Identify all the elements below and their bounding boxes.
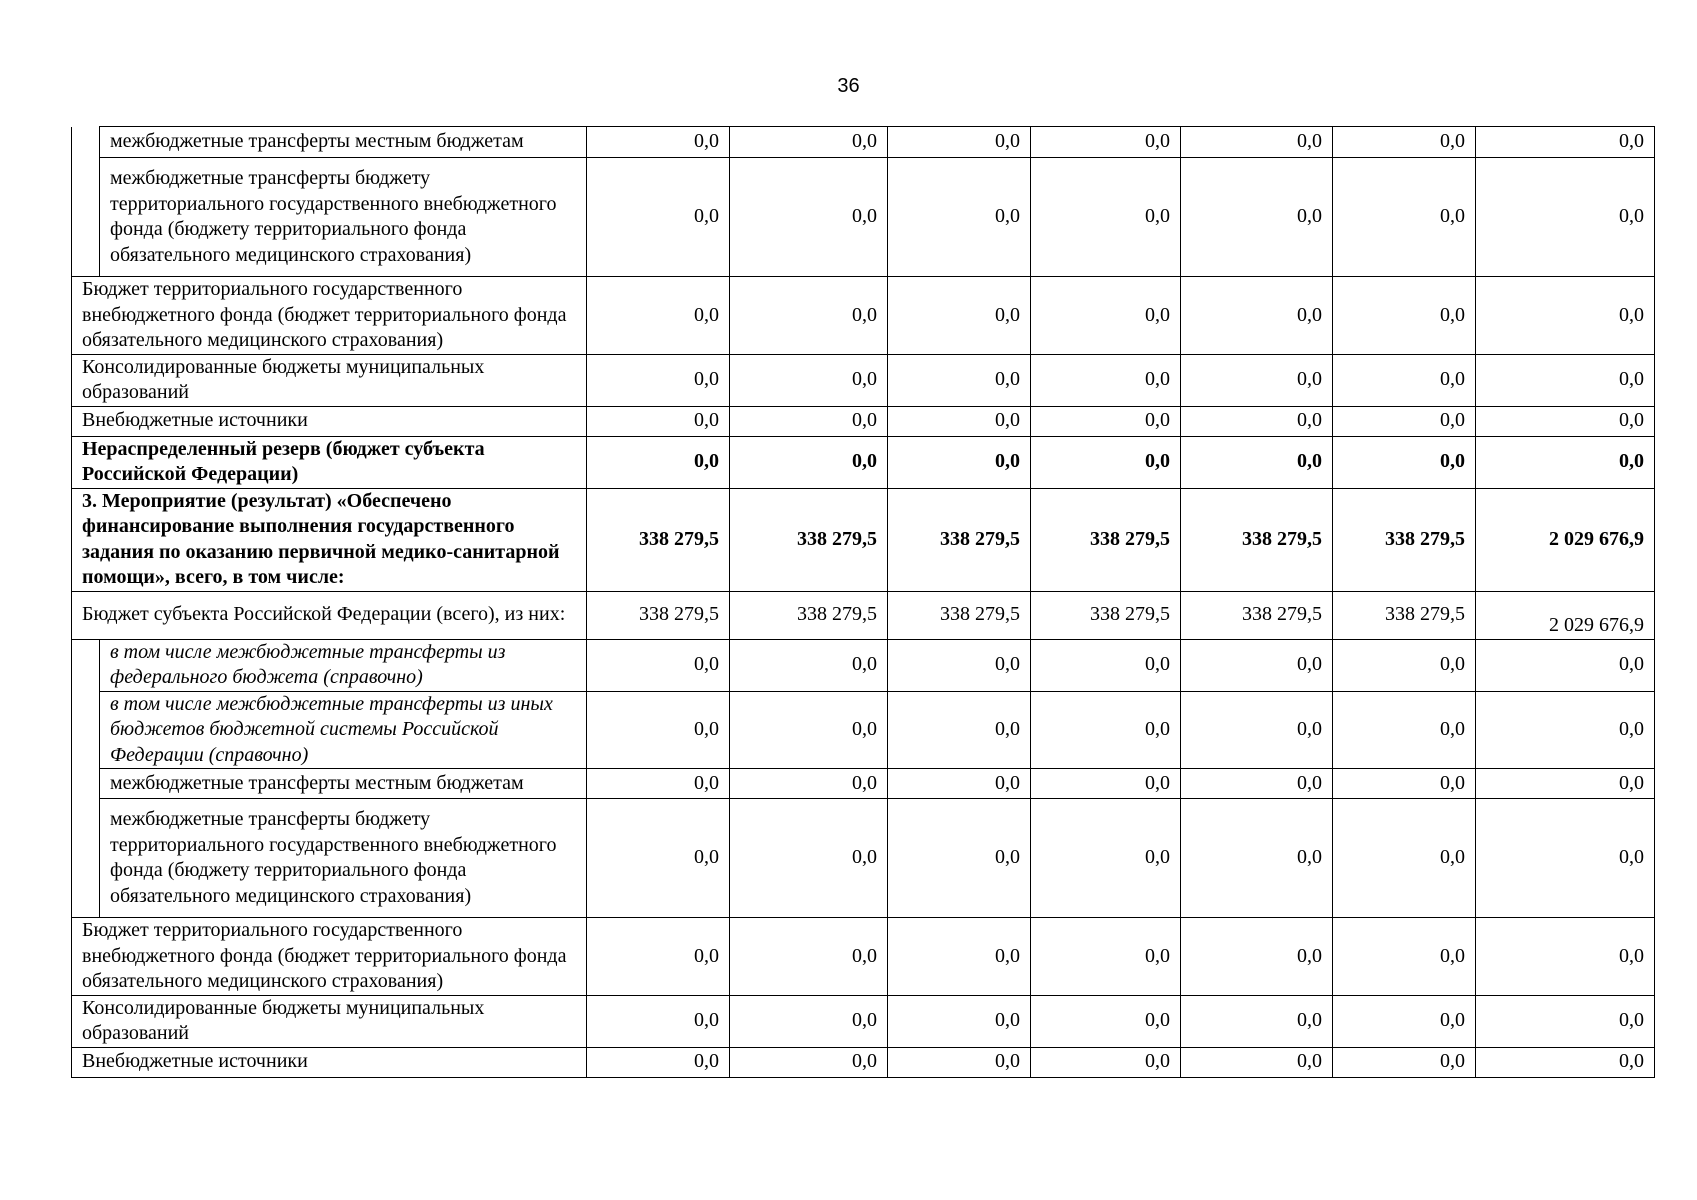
table-row — [72, 691, 1655, 769]
table-row — [72, 277, 1655, 355]
table-row — [72, 354, 1655, 406]
row-label: в том числе межбюджетные трансферты из федерального бюджета (справочно) — [100, 639, 587, 691]
table-row — [72, 591, 1655, 639]
value-cell: 0,0 — [587, 436, 730, 488]
row-label: Внебюджетные источники — [72, 406, 587, 436]
value-cell: 0,0 — [1031, 127, 1181, 158]
value-cell: 0,0 — [1181, 354, 1333, 406]
indent-cell — [72, 639, 100, 691]
value-cell: 0,0 — [730, 799, 888, 918]
value-cell: 0,0 — [888, 1047, 1031, 1077]
value-cell: 0,0 — [1476, 158, 1655, 277]
value-cell: 338 279,5 — [730, 488, 888, 591]
value-cell: 0,0 — [1333, 799, 1476, 918]
value-cell: 0,0 — [1181, 995, 1333, 1047]
value-cell: 0,0 — [1476, 799, 1655, 918]
row-label: Бюджет территориального государственного внебюджетного фонда (бюджет территориального фонда обязательного медицинского страхования) — [72, 277, 587, 355]
value-cell: 0,0 — [730, 277, 888, 355]
value-cell: 0,0 — [1333, 127, 1476, 158]
value-cell: 338 279,5 — [1031, 488, 1181, 591]
value-cell: 0,0 — [888, 918, 1031, 996]
value-cell: 0,0 — [587, 995, 730, 1047]
value-cell: 338 279,5 — [1181, 591, 1333, 639]
value-cell: 0,0 — [587, 799, 730, 918]
value-cell: 0,0 — [1181, 436, 1333, 488]
value-cell: 0,0 — [1476, 691, 1655, 769]
value-cell: 0,0 — [1031, 799, 1181, 918]
indent-cell — [72, 769, 100, 799]
value-cell: 0,0 — [1181, 769, 1333, 799]
value-cell: 0,0 — [1031, 436, 1181, 488]
value-cell: 0,0 — [1181, 918, 1333, 996]
value-cell: 0,0 — [888, 799, 1031, 918]
value-cell: 0,0 — [1333, 406, 1476, 436]
value-cell: 0,0 — [1476, 127, 1655, 158]
value-cell: 0,0 — [1476, 639, 1655, 691]
value-cell: 0,0 — [1031, 918, 1181, 996]
value-cell: 0,0 — [1031, 158, 1181, 277]
value-cell: 0,0 — [888, 158, 1031, 277]
table-row — [72, 488, 1655, 591]
value-cell: 338 279,5 — [888, 488, 1031, 591]
value-cell: 338 279,5 — [1181, 488, 1333, 591]
value-cell: 0,0 — [730, 691, 888, 769]
row-label: Внебюджетные источники — [72, 1047, 587, 1077]
value-cell: 338 279,5 — [730, 591, 888, 639]
value-cell: 0,0 — [1031, 406, 1181, 436]
table-row — [72, 1047, 1655, 1077]
table-row — [72, 639, 1655, 691]
value-cell: 0,0 — [1181, 127, 1333, 158]
value-cell: 0,0 — [1181, 639, 1333, 691]
value-cell: 0,0 — [730, 918, 888, 996]
value-cell: 0,0 — [1181, 277, 1333, 355]
indent-cell — [72, 691, 100, 769]
value-cell: 0,0 — [1333, 995, 1476, 1047]
table-row — [72, 799, 1655, 918]
value-cell: 338 279,5 — [1333, 488, 1476, 591]
value-cell: 0,0 — [1031, 354, 1181, 406]
table-row — [72, 436, 1655, 488]
row-label: межбюджетные трансферты местным бюджетам — [100, 127, 587, 158]
row-label: в том числе межбюджетные трансферты из иных бюджетов бюджетной системы Российской Федерации (справочно) — [100, 691, 587, 769]
indent-cell — [72, 158, 100, 277]
value-cell: 0,0 — [730, 1047, 888, 1077]
indent-cell — [72, 799, 100, 918]
value-cell: 0,0 — [888, 277, 1031, 355]
value-cell: 0,0 — [1333, 918, 1476, 996]
value-cell: 0,0 — [888, 639, 1031, 691]
value-cell: 0,0 — [1333, 277, 1476, 355]
value-cell: 0,0 — [1476, 354, 1655, 406]
value-cell: 0,0 — [730, 639, 888, 691]
value-cell: 0,0 — [587, 127, 730, 158]
table-row — [72, 127, 1655, 158]
row-label: межбюджетные трансферты бюджету территориального государственного внебюджетного фонда (бюджету территориального фонда обязательного медицинского страхования) — [100, 799, 587, 918]
value-cell: 0,0 — [1031, 639, 1181, 691]
value-cell: 0,0 — [587, 1047, 730, 1077]
value-cell: 0,0 — [1181, 158, 1333, 277]
value-cell: 0,0 — [888, 995, 1031, 1047]
value-cell: 338 279,5 — [587, 591, 730, 639]
value-cell: 0,0 — [730, 354, 888, 406]
value-cell: 0,0 — [888, 406, 1031, 436]
value-cell: 0,0 — [1333, 691, 1476, 769]
row-label: Консолидированные бюджеты муниципальных образований — [72, 995, 587, 1047]
value-cell: 0,0 — [1181, 691, 1333, 769]
value-cell: 0,0 — [587, 406, 730, 436]
value-cell: 0,0 — [1181, 406, 1333, 436]
value-cell: 0,0 — [730, 406, 888, 436]
row-label: межбюджетные трансферты бюджету территориального государственного внебюджетного фонда (бюджету территориального фонда обязательного медицинского страхования) — [100, 158, 587, 277]
value-cell: 0,0 — [730, 158, 888, 277]
value-cell: 0,0 — [1333, 436, 1476, 488]
budget-table — [71, 126, 1655, 1078]
value-cell: 0,0 — [587, 639, 730, 691]
value-cell: 0,0 — [1031, 1047, 1181, 1077]
page-number: 36 — [837, 75, 860, 97]
row-label: Консолидированные бюджеты муниципальных образований — [72, 354, 587, 406]
value-cell: 0,0 — [1031, 691, 1181, 769]
value-cell: 0,0 — [587, 918, 730, 996]
value-cell: 0,0 — [1476, 277, 1655, 355]
value-cell: 0,0 — [587, 769, 730, 799]
value-cell: 0,0 — [1333, 639, 1476, 691]
value-cell: 0,0 — [587, 277, 730, 355]
row-label: Нераспределенный резерв (бюджет субъекта Российской Федерации) — [72, 436, 587, 488]
value-cell: 0,0 — [1333, 1047, 1476, 1077]
value-cell: 0,0 — [888, 691, 1031, 769]
value-cell: 0,0 — [730, 769, 888, 799]
table-row — [72, 406, 1655, 436]
value-cell: 2 029 676,9 — [1476, 591, 1655, 639]
value-cell: 0,0 — [1476, 436, 1655, 488]
value-cell: 0,0 — [587, 158, 730, 277]
value-cell: 0,0 — [1476, 918, 1655, 996]
value-cell: 0,0 — [1476, 406, 1655, 436]
value-cell: 0,0 — [888, 436, 1031, 488]
value-cell: 0,0 — [1476, 769, 1655, 799]
row-label: межбюджетные трансферты местным бюджетам — [100, 769, 587, 799]
value-cell: 0,0 — [1031, 995, 1181, 1047]
value-cell: 0,0 — [888, 127, 1031, 158]
value-cell: 0,0 — [587, 354, 730, 406]
value-cell: 338 279,5 — [1031, 591, 1181, 639]
value-cell: 2 029 676,9 — [1476, 488, 1655, 591]
table-row — [72, 769, 1655, 799]
table-row — [72, 918, 1655, 996]
value-cell: 0,0 — [1031, 277, 1181, 355]
row-label: 3. Мероприятие (результат) «Обеспечено финансирование выполнения государственного задания по оказанию первичной медико-санитарной помощи», всего, в том числе: — [72, 488, 587, 591]
indent-cell — [72, 127, 100, 158]
value-cell: 0,0 — [730, 127, 888, 158]
value-cell: 0,0 — [1333, 354, 1476, 406]
value-cell: 0,0 — [1333, 158, 1476, 277]
value-cell: 338 279,5 — [587, 488, 730, 591]
value-cell: 0,0 — [888, 769, 1031, 799]
table-row — [72, 158, 1655, 277]
value-cell: 0,0 — [730, 436, 888, 488]
value-cell: 0,0 — [587, 691, 730, 769]
value-cell: 0,0 — [1333, 769, 1476, 799]
table-row — [72, 995, 1655, 1047]
value-cell: 0,0 — [1476, 1047, 1655, 1077]
value-cell: 0,0 — [1031, 769, 1181, 799]
value-cell: 0,0 — [1476, 995, 1655, 1047]
row-label: Бюджет субъекта Российской Федерации (всего), из них: — [72, 591, 587, 639]
value-cell: 0,0 — [1181, 799, 1333, 918]
row-label: Бюджет территориального государственного внебюджетного фонда (бюджет территориального фонда обязательного медицинского страхования) — [72, 918, 587, 996]
table-body — [72, 127, 1655, 1078]
value-cell: 338 279,5 — [1333, 591, 1476, 639]
value-cell: 338 279,5 — [888, 591, 1031, 639]
value-cell: 0,0 — [888, 354, 1031, 406]
value-cell: 0,0 — [1181, 1047, 1333, 1077]
value-cell: 0,0 — [730, 995, 888, 1047]
